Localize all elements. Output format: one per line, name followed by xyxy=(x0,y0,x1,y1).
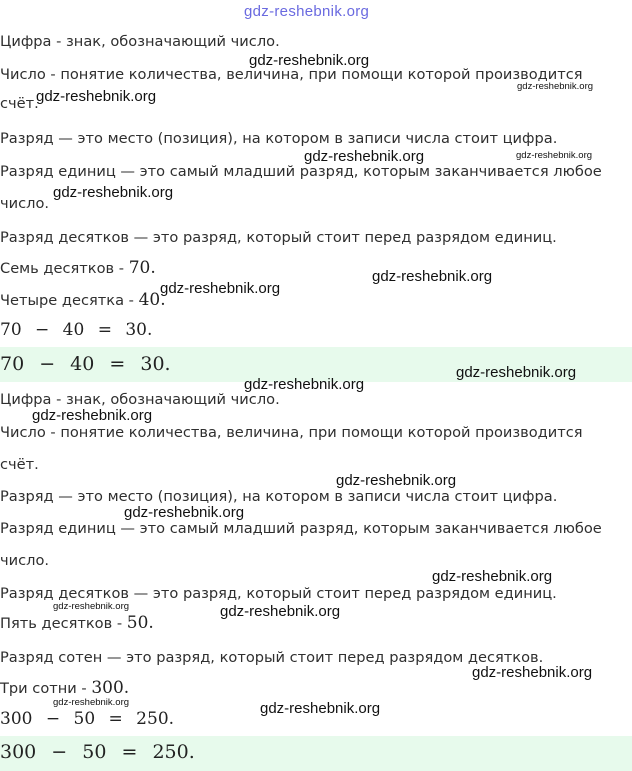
definition-hundreds: Разряд сотен — это разряд, который стоит перед разрядом десятков. xyxy=(0,649,544,666)
three-hundreds-number: 300. xyxy=(91,678,130,698)
watermark: gdz-reshebnik.org xyxy=(32,407,153,424)
three-hundreds-line xyxy=(0,680,129,697)
watermark: gdz-reshebnik.org xyxy=(244,376,365,393)
seven-tens-number: 70. xyxy=(128,258,156,278)
watermark: gdz-reshebnik.org xyxy=(53,184,174,201)
definition-place: Разряд — это место (позиция), на котором в записи числа стоит цифра. xyxy=(0,130,558,147)
watermark: gdz-reshebnik.org xyxy=(220,603,341,620)
answer-box-2 xyxy=(0,736,632,771)
definition-number-2-line1: Число - понятие количества, величина, при помощи которой производится xyxy=(0,424,583,441)
definition-tens: Разряд десятков — это разряд, который стоит перед разрядом единиц. xyxy=(0,229,557,246)
four-tens-line xyxy=(0,292,166,309)
watermark: gdz-reshebnik.org xyxy=(53,697,130,708)
four-tens-number: 40. xyxy=(138,290,166,310)
watermark: gdz-reshebnik.org xyxy=(456,364,577,381)
watermark: gdz-reshebnik.org xyxy=(516,150,593,161)
five-tens-line xyxy=(0,615,154,632)
watermark: gdz-reshebnik.org xyxy=(124,504,245,521)
definition-units-2-line1: Разряд единиц — это самый младший разряд, которым заканчивается любое xyxy=(0,520,602,537)
definition-digit-2: Цифра - знак, обозначающий число. xyxy=(0,391,280,408)
five-tens-number: 50. xyxy=(126,613,154,633)
definition-units-line1: Разряд единиц — это самый младший разряд, которым заканчивается любое xyxy=(0,163,602,180)
watermark: gdz-reshebnik.org xyxy=(53,601,130,612)
five-tens-text: Пять десятков - xyxy=(0,615,127,632)
seven-tens-line xyxy=(0,260,156,277)
three-hundreds-text: Три сотни - xyxy=(0,680,92,697)
watermark: gdz-reshebnik.org xyxy=(472,664,593,681)
definition-digit: Цифра - знак, обозначающий число. xyxy=(0,33,280,50)
seven-tens-text: Семь десятков - xyxy=(0,260,129,277)
watermark: gdz-reshebnik.org xyxy=(372,268,493,285)
equation-2: 300 − 50 = 250. xyxy=(0,709,175,729)
definition-place-2: Разряд — это место (позиция), на котором в записи числа стоит цифра. xyxy=(0,488,558,505)
definition-units-line2: число. xyxy=(0,195,50,212)
watermark: gdz-reshebnik.org xyxy=(336,472,457,489)
site-watermark: gdz-reshebnik.org xyxy=(244,3,370,20)
definition-tens-2: Разряд десятков — это разряд, который стоит перед разрядом единиц. xyxy=(0,585,557,602)
answer-1: 70 − 40 = 30. xyxy=(0,353,171,375)
definition-number-line1: Число - понятие количества, величина, при помощи которой производится xyxy=(0,66,583,83)
watermark: gdz-reshebnik.org xyxy=(517,81,594,92)
definition-number-line2: счёт. xyxy=(0,95,39,112)
watermark: gdz-reshebnik.org xyxy=(432,568,553,585)
watermark: gdz-reshebnik.org xyxy=(249,52,370,69)
answer-2: 300 − 50 = 250. xyxy=(0,741,195,763)
watermark: gdz-reshebnik.org xyxy=(36,88,157,105)
watermark: gdz-reshebnik.org xyxy=(260,700,381,717)
watermark: gdz-reshebnik.org xyxy=(160,280,281,297)
definition-units-2-line2: число. xyxy=(0,552,50,569)
watermark: gdz-reshebnik.org xyxy=(304,148,425,165)
equation-1: 70 − 40 = 30. xyxy=(0,320,153,340)
four-tens-text: Четыре десятка - xyxy=(0,292,139,309)
definition-number-2-line2: счёт. xyxy=(0,456,39,473)
